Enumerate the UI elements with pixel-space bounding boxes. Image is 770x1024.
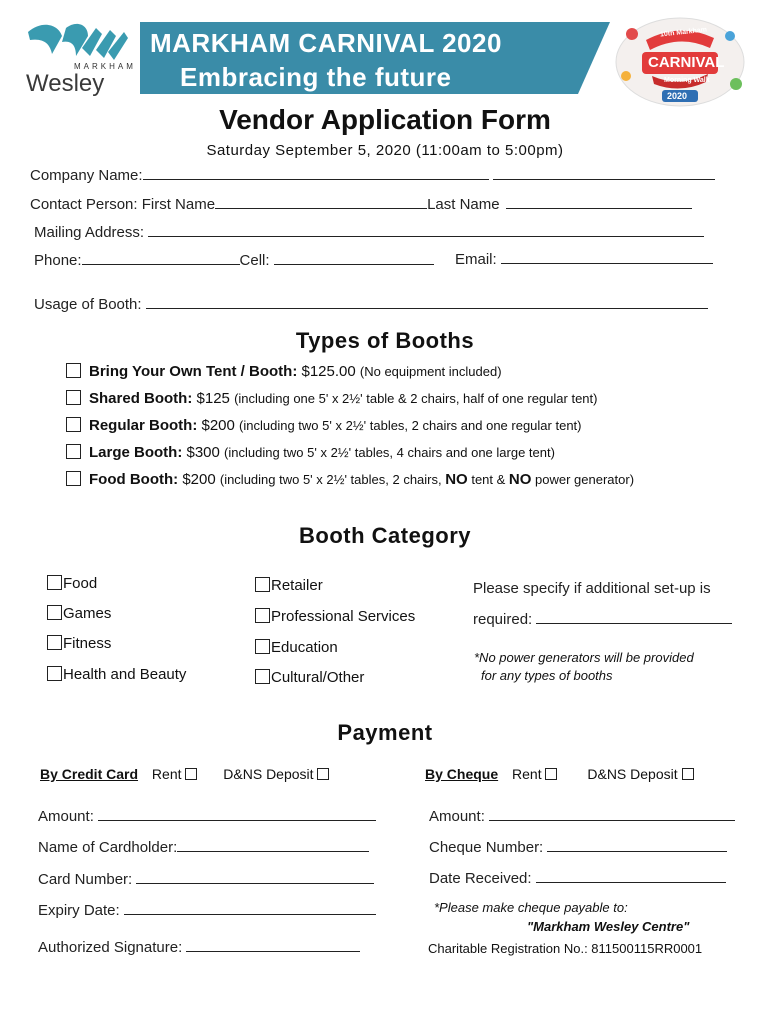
cheque-amount-row	[429, 807, 735, 825]
category-option[interactable]	[255, 608, 415, 625]
booth-name: Food Booth:	[89, 471, 179, 488]
company-name-row	[30, 166, 715, 184]
expiry-row	[38, 901, 376, 919]
cardholder-row	[38, 838, 369, 856]
cheque-row	[425, 766, 694, 782]
badge-main-text: CARNIVAL	[648, 54, 725, 71]
company-name-label: Company Name:	[30, 167, 143, 184]
booth-option[interactable]	[66, 444, 555, 461]
category-checkbox[interactable]	[255, 639, 270, 654]
category-label: Games	[63, 605, 112, 622]
payable-note: *Please make cheque payable to:	[434, 900, 628, 915]
booth-price: $200	[201, 417, 235, 434]
booth-option[interactable]	[66, 390, 597, 407]
category-label: Retailer	[271, 577, 323, 594]
contact-last-label: Last Name	[427, 196, 500, 213]
setup-row	[473, 610, 732, 628]
date-received-label: Date Received:	[429, 870, 532, 887]
date-received-row	[429, 869, 726, 887]
setup-required-label: required:	[473, 611, 533, 628]
credit-deposit-checkbox[interactable]	[317, 768, 329, 780]
category-label: Fitness	[63, 635, 112, 652]
category-heading: Booth Category	[299, 523, 471, 548]
cheque-rent-label: Rent	[512, 766, 542, 782]
signature-field[interactable]	[186, 938, 360, 952]
category-checkbox[interactable]	[47, 635, 62, 650]
category-checkbox[interactable]	[255, 608, 270, 623]
setup-label: Please specify if additional set-up is	[473, 580, 711, 597]
booth-option[interactable]	[66, 417, 581, 434]
markham-wesley-logo	[22, 14, 136, 98]
category-option[interactable]	[47, 666, 186, 683]
company-name-field[interactable]	[143, 166, 489, 180]
charitable-number: Charitable Registration No.: 811500115RR0001	[428, 941, 703, 956]
generator-note-2: for any types of booths	[481, 668, 613, 683]
amount-label: Amount:	[38, 808, 94, 825]
category-checkbox[interactable]	[47, 575, 62, 590]
category-label: Cultural/Other	[271, 669, 365, 686]
cheque-deposit-checkbox[interactable]	[682, 768, 694, 780]
carnival-badge	[612, 14, 748, 110]
company-name-field-2[interactable]	[493, 166, 715, 180]
email-field[interactable]	[501, 250, 713, 264]
booth-price: $200	[182, 471, 216, 488]
banner-tagline: Embracing the future	[180, 62, 452, 92]
expiry-label: Expiry Date:	[38, 902, 120, 919]
category-checkbox[interactable]	[47, 666, 62, 681]
badge-year-text: 2020	[667, 91, 688, 101]
booth-option[interactable]	[66, 363, 502, 380]
banner-title: MARKHAM CARNIVAL 2020	[150, 28, 502, 58]
booth-option[interactable]	[66, 471, 634, 488]
booth-detail: (including two 5' x 2½' tables, 2 chairs and one regular tent)	[239, 418, 582, 433]
form-subtitle: Saturday September 5, 2020 (11:00am to 5:00pm)	[206, 142, 564, 159]
usage-row	[34, 295, 708, 313]
cheque-title: By Cheque	[425, 766, 499, 782]
contact-row	[30, 195, 692, 213]
booth-name: Large Booth:	[89, 444, 183, 461]
mailing-label: Mailing Address:	[34, 224, 145, 241]
booth-detail-emphasis: NO	[445, 471, 468, 488]
booth-detail-part: power generator)	[531, 472, 635, 487]
category-option[interactable]	[255, 669, 364, 686]
booth-name: Bring Your Own Tent / Booth:	[89, 363, 298, 380]
payable-to: "Markham Wesley Centre"	[527, 919, 690, 934]
cell-field[interactable]	[274, 251, 434, 265]
category-option[interactable]	[255, 639, 338, 656]
cheque-amount-label: Amount:	[429, 808, 485, 825]
card-number-field[interactable]	[136, 870, 374, 884]
booth-checkbox[interactable]	[66, 390, 81, 405]
booth-detail: (including two 5' x 2½' tables, 4 chairs and one large tent)	[224, 445, 555, 460]
last-name-field[interactable]	[506, 195, 692, 209]
contact-first-label: Contact Person: First Name	[30, 196, 216, 213]
booth-price: $125	[196, 390, 230, 407]
form-title: Vendor Application Form	[219, 104, 551, 135]
signature-row	[38, 938, 360, 956]
cell-label: Cell:	[239, 252, 270, 269]
cheque-number-field[interactable]	[547, 838, 727, 852]
booth-checkbox[interactable]	[66, 444, 81, 459]
booth-price: $125.00	[301, 363, 356, 380]
cheque-number-row	[429, 838, 727, 856]
usage-field[interactable]	[146, 295, 708, 309]
booth-detail-part: (including two 5' x 2½' tables, 2 chairs,	[219, 472, 446, 487]
expiry-field[interactable]	[124, 901, 376, 915]
cheque-number-label: Cheque Number:	[429, 839, 544, 856]
cardholder-field[interactable]	[177, 838, 369, 852]
category-label: Professional Services	[271, 608, 416, 625]
category-option[interactable]	[47, 605, 111, 622]
booth-checkbox[interactable]	[66, 363, 81, 378]
booth-detail	[220, 472, 634, 487]
credit-rent-checkbox[interactable]	[185, 768, 197, 780]
booth-price: $300	[186, 444, 220, 461]
card-number-row	[38, 870, 374, 888]
amount-field[interactable]	[98, 807, 376, 821]
email-row	[455, 250, 713, 268]
cardholder-label: Name of Cardholder:	[38, 839, 178, 856]
mailing-address-field[interactable]	[148, 223, 704, 237]
date-received-field[interactable]	[536, 869, 726, 883]
category-option[interactable]	[47, 575, 97, 592]
category-option[interactable]	[47, 635, 111, 652]
booth-checkbox[interactable]	[66, 417, 81, 432]
setup-field[interactable]	[536, 610, 732, 624]
category-label: Education	[271, 639, 338, 656]
booth-checkbox[interactable]	[66, 471, 81, 486]
first-name-field[interactable]	[215, 195, 427, 209]
logo-big-text: Wesley	[26, 70, 105, 97]
phone-label: Phone:	[34, 252, 82, 269]
booth-detail-part: tent &	[467, 472, 509, 487]
credit-card-title: By Credit Card	[40, 766, 139, 782]
category-label: Food	[63, 575, 98, 592]
category-checkbox[interactable]	[47, 605, 62, 620]
credit-deposit-label: D&NS Deposit	[223, 766, 314, 782]
booth-detail-emphasis: NO	[508, 471, 532, 488]
amount-row	[38, 807, 376, 825]
credit-card-row	[40, 766, 329, 782]
booths-heading: Types of Booths	[295, 328, 475, 353]
cheque-rent-checkbox[interactable]	[545, 768, 557, 780]
badge-sub-text: Morning Walk	[664, 77, 710, 84]
booth-detail: (including one 5' x 2½' table & 2 chairs, half of one regular tent)	[234, 391, 598, 406]
payment-heading: Payment	[337, 720, 433, 745]
category-option[interactable]	[255, 577, 323, 594]
category-checkbox[interactable]	[255, 577, 270, 592]
category-checkbox[interactable]	[255, 669, 270, 684]
card-number-label: Card Number:	[38, 871, 133, 888]
carnival-banner	[140, 22, 610, 94]
generator-note: *No power generators will be provided	[474, 650, 694, 665]
booth-name: Regular Booth:	[89, 417, 198, 434]
cheque-amount-field[interactable]	[489, 807, 735, 821]
mailing-row	[34, 223, 704, 241]
credit-rent-label: Rent	[151, 766, 182, 782]
usage-label: Usage of Booth:	[34, 296, 142, 313]
badge-top-text: 10th Markham	[659, 26, 708, 39]
signature-label: Authorized Signature:	[38, 939, 183, 956]
booth-name: Shared Booth:	[89, 390, 193, 407]
category-label: Health and Beauty	[63, 666, 187, 683]
cheque-deposit-label: D&NS Deposit	[587, 766, 678, 782]
phone-field[interactable]	[82, 251, 240, 265]
phone-row	[34, 251, 434, 269]
email-label: Email:	[455, 251, 497, 268]
booth-detail: (No equipment included)	[359, 364, 502, 379]
logo-small-text: MARKHAM	[74, 62, 136, 71]
